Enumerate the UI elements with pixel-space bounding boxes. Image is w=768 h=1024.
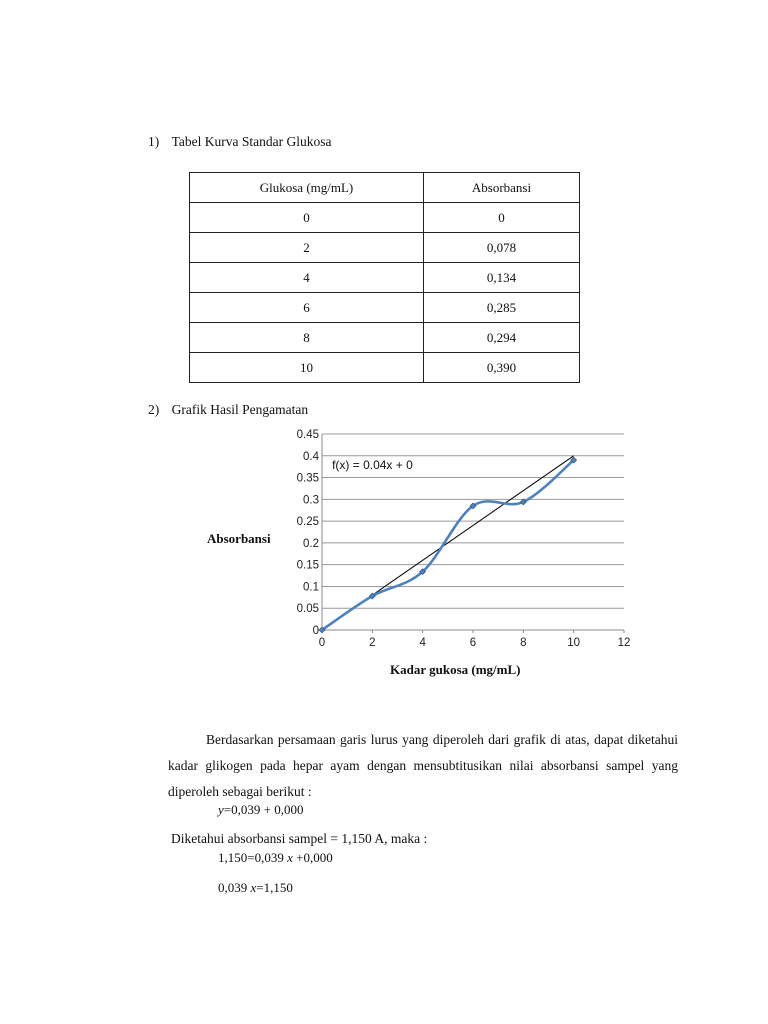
table-cell: 0,078	[424, 233, 580, 263]
table-cell: 0,390	[424, 353, 580, 383]
equation-1-variable: y	[218, 802, 224, 817]
table-row	[190, 203, 580, 233]
known-absorbance-line: Diketahui absorbansi sampel = 1,150 A, maka :	[171, 831, 428, 846]
equation-1-rhs: =0,039 + 0,000	[223, 802, 304, 817]
y-tick-label: 0.05	[296, 603, 319, 616]
absorbance-chart	[280, 422, 650, 658]
section-2-heading	[148, 402, 308, 418]
y-tick-label: 0.45	[296, 429, 319, 441]
table-cell: 0	[190, 203, 424, 233]
x-tick-label: 8	[520, 637, 527, 649]
y-tick-label: 0.2	[303, 537, 319, 550]
equation-2-variable: x	[287, 850, 293, 865]
equation-2-left: 1,150=0,039	[218, 850, 288, 865]
explanation-paragraph: Berdasarkan persamaan garis lurus yang diperoleh dari grafik di atas, dapat diketahui kadar glikogen pada hepar ayam dengan mensubtitusikan nilai absorbansi sampel yang diperoleh sebagai berikut :	[168, 732, 678, 799]
section-2-title: Grafik Hasil Pengamatan	[171, 402, 309, 417]
y-tick-label: 0.4	[303, 450, 319, 463]
glucose-standard-table	[189, 172, 580, 383]
table-header-glucose: Glukosa (mg/mL)	[190, 173, 424, 203]
y-tick-label: 0.25	[296, 516, 319, 529]
table-cell: 6	[190, 293, 424, 323]
x-tick-label: 6	[469, 637, 477, 649]
trendline-equation: f(x) = 0.04x + 0	[332, 457, 413, 472]
table-row	[190, 353, 580, 383]
x-tick-label: 2	[369, 637, 376, 649]
table-row	[190, 323, 580, 353]
chart-x-label: Kadar gukosa (mg/mL)	[390, 662, 521, 677]
table-header-row	[190, 173, 580, 203]
section-1-number: 1)	[148, 134, 160, 149]
table-row	[190, 293, 580, 323]
x-tick-label: 0	[318, 637, 326, 649]
table-row	[190, 263, 580, 293]
table-cell: 0,285	[424, 293, 580, 323]
x-tick-label: 10	[567, 637, 581, 649]
data-series-line	[322, 457, 574, 630]
table-cell: 10	[190, 353, 424, 383]
y-tick-label: 0	[312, 625, 319, 637]
table-cell: 0,294	[424, 323, 580, 353]
x-tick-label: 4	[419, 637, 426, 649]
section-1-heading	[148, 134, 332, 150]
equation-3-right: =1,150	[256, 880, 293, 895]
equation-2-right: +0,000	[292, 850, 333, 865]
y-tick-label: 0.15	[296, 559, 319, 572]
equation-3	[218, 880, 293, 896]
table-cell: 0	[424, 203, 580, 233]
y-tick-label: 0.35	[296, 472, 319, 485]
y-tick-label: 0.1	[303, 581, 319, 594]
table-cell: 8	[190, 323, 424, 353]
section-1-title: Tabel Kurva Standar Glukosa	[171, 134, 332, 149]
table-cell: 2	[190, 233, 424, 263]
equation-2	[218, 850, 333, 866]
chart-y-label: Absorbansi	[207, 531, 271, 546]
section-2-number: 2)	[148, 402, 160, 417]
equation-3-left: 0,039	[218, 880, 251, 895]
x-tick-label: 12	[617, 637, 631, 649]
equation-1	[218, 802, 303, 818]
table-row	[190, 233, 580, 263]
y-tick-label: 0.3	[303, 494, 319, 507]
table-cell: 0,134	[424, 263, 580, 293]
table-header-absorbance: Absorbansi	[424, 173, 580, 203]
table-cell: 4	[190, 263, 424, 293]
equation-3-variable: x	[250, 880, 257, 895]
